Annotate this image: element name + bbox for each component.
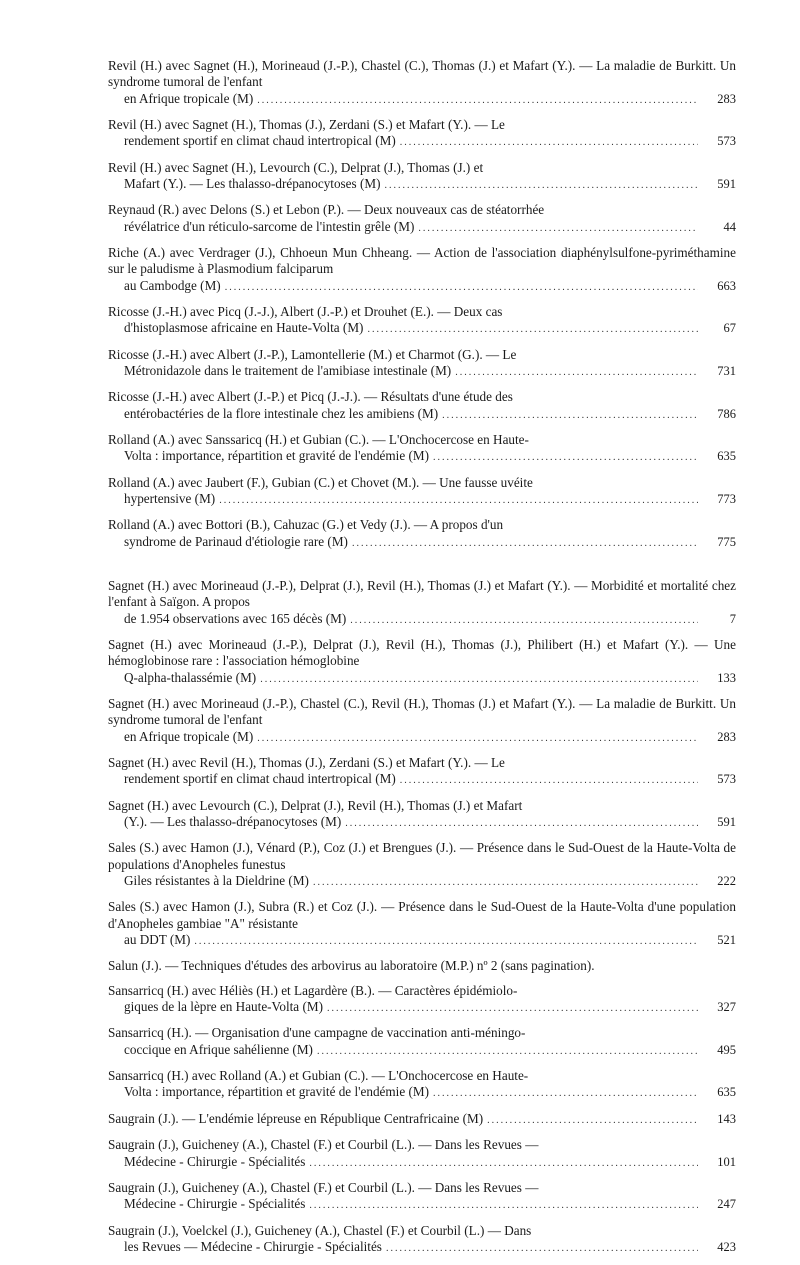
- entry-title-end: rendement sportif en climat chaud intertropical (M): [124, 133, 396, 149]
- entry-citation: Ricosse (J.-H.) avec Picq (J.-J.), Albert (J.-P.) et Drouhet (E.). — Deux cas: [108, 304, 503, 320]
- index-entry: [108, 347, 736, 382]
- page-number: 775: [717, 534, 736, 549]
- page-number: 773: [717, 492, 736, 507]
- page-number: 423: [717, 1239, 736, 1254]
- leader-dots: [313, 875, 698, 891]
- entry-last-line: [108, 363, 736, 381]
- entry-citation: Sagnet (H.) avec Levourch (C.), Delprat (J.), Revil (H.), Thomas (J.) et Mafart: [108, 797, 523, 813]
- page-number: 327: [717, 1000, 736, 1015]
- leader-dots: [400, 773, 698, 789]
- entry-title-end: giques de la lèpre en Haute-Volta (M): [124, 999, 323, 1015]
- index-entry: [108, 1180, 736, 1215]
- page-number: 143: [717, 1111, 736, 1126]
- entry-citation: Saugrain (J.), Voelckel (J.), Guicheney (A.), Chastel (F.) et Courbil (L.) — Dans: [108, 1222, 532, 1238]
- index-entry: [108, 117, 736, 152]
- entry-title-end: Mafart (Y.). — Les thalasso-drépanocytoses (M): [124, 175, 381, 191]
- entry-citation: Salun (J.). — Techniques d'études des arbovirus au laboratoire (M.P.) nº 2 (sans pagination).: [108, 958, 595, 974]
- entry-citation: Sagnet (H.) avec Morineaud (J.-P.), Chastel (C.), Revil (H.), Thomas (J.) et Mafart (Y.). — La maladie de Burkitt. Un syndrome tumoral de l'enfant: [108, 696, 736, 728]
- entry-citation: Rolland (A.) avec Jaubert (F.), Gubian (C.) et Chovet (M.). — Une fausse uvéite: [108, 474, 533, 490]
- entry-title-end: coccique en Afrique sahélienne (M): [124, 1041, 313, 1057]
- entry-last-line: [108, 873, 736, 891]
- entry-title-end: les Revues — Médecine - Chirurgie - Spécialités: [124, 1238, 382, 1254]
- leader-dots: [455, 365, 698, 381]
- entry-citation: Sagnet (H.) avec Morineaud (J.-P.), Delprat (J.), Revil (H.), Thomas (J.), Philibert (H.) et Mafart (Y.). — Une hémoglobinose rare : l'association hémoglobine: [108, 637, 736, 669]
- index-entry: [108, 1223, 736, 1258]
- entry-title-end: syndrome de Parinaud d'étiologie rare (M): [124, 533, 348, 549]
- page-number: 495: [717, 1042, 736, 1057]
- entry-title-end: (Y.). — Les thalasso-drépanocytoses (M): [124, 814, 342, 829]
- leader-dots: [309, 1198, 698, 1214]
- page-number: 573: [717, 134, 736, 149]
- entry-last-line: [108, 1111, 736, 1129]
- entry-title-end: Médecine - Chirurgie - Spécialités: [124, 1196, 306, 1212]
- entry-last-line: [108, 133, 736, 151]
- page-number: 591: [717, 815, 736, 829]
- entry-citation: Sales (S.) avec Hamon (J.), Subra (R.) et Coz (J.). — Présence dans le Sud-Ouest de la Haute-Volta d'une population d'Anopheles gambiae "A" résistante: [108, 899, 736, 931]
- entry-title-end: en Afrique tropicale (M): [124, 90, 254, 106]
- entry-title-end: Q-alpha-thalassémie (M): [124, 669, 257, 685]
- entry-title-end: d'histoplasmose africaine en Haute-Volta (M): [124, 320, 364, 336]
- index-entry: [108, 696, 736, 747]
- entry-citation: Sansarricq (H.) avec Rolland (A.) et Gubian (C.). — L'Onchocercose en Haute-: [108, 1068, 529, 1084]
- entry-last-line: [108, 320, 736, 338]
- page-number: 7: [729, 611, 736, 626]
- leader-dots: [219, 493, 698, 509]
- leader-dots: [225, 280, 698, 296]
- entry-citation: Riche (A.) avec Verdrager (J.), Chhoeun Mun Chheang. — Action de l'association diaphénylsulfone-pyriméthamine sur le paludisme à Plasmodium falciparum: [108, 245, 736, 277]
- entry-last-line: [108, 1154, 736, 1172]
- index-entry: [108, 202, 736, 237]
- page-number: 591: [717, 176, 736, 191]
- leader-dots: [487, 1113, 698, 1129]
- entry-title-end: Volta : importance, répartition et gravité de l'endémie (M): [124, 448, 429, 464]
- entry-last-line: [108, 932, 736, 950]
- leader-dots: [257, 93, 698, 109]
- leader-dots: [352, 536, 698, 552]
- entry-citation: Sansarricq (H.) avec Héliès (H.) et Lagardère (B.). — Caractères épidémiolo-: [108, 982, 518, 998]
- index-entry: [108, 432, 736, 467]
- index-entry: [108, 899, 736, 950]
- entry-citation: Sansarricq (H.). — Organisation d'une campagne de vaccination anti-méningo-: [108, 1025, 526, 1041]
- entry-last-line: [108, 1084, 736, 1102]
- index-entry: [108, 304, 736, 339]
- entry-title-end: rendement sportif en climat chaud intertropical (M): [124, 771, 396, 787]
- page-number: 133: [717, 670, 736, 685]
- page-number: 283: [717, 91, 736, 106]
- entry-title-end: révélatrice d'un réticulo-sarcome de l'intestin grêle (M): [124, 218, 415, 234]
- page-number: 44: [723, 219, 736, 234]
- leader-dots: [386, 1241, 698, 1257]
- leader-dots: [350, 613, 698, 629]
- index-entry: [108, 58, 736, 109]
- leader-dots: [433, 450, 698, 466]
- entry-last-line: [108, 814, 736, 832]
- page-number: 663: [717, 278, 736, 293]
- leader-dots: [400, 135, 698, 151]
- entry-last-line: [108, 448, 736, 466]
- index-entry: [108, 578, 736, 629]
- page-number: 521: [717, 932, 736, 947]
- entry-citation: Saugrain (J.), Guicheney (A.), Chastel (F.) et Courbil (L.). — Dans les Revues —: [108, 1137, 539, 1153]
- entry-last-line: [108, 1042, 736, 1060]
- entry-title-end: Métronidazole dans le traitement de l'amibiase intestinale (M): [124, 363, 452, 379]
- index-entry: [108, 517, 736, 552]
- entry-title-end: hypertensive (M): [124, 491, 216, 507]
- leader-dots: [345, 816, 698, 832]
- index-entry: [108, 475, 736, 510]
- leader-dots: [442, 408, 698, 424]
- entry-citation: Sagnet (H.) avec Morineaud (J.-P.), Delprat (J.), Revil (H.), Thomas (J.) et Mafart (Y.). — Morbidité et mortalité chez l'enfant à Saïgon. A propos: [108, 578, 736, 610]
- index-entry: [108, 1025, 736, 1060]
- leader-dots: [433, 1086, 698, 1102]
- entry-citation: Sagnet (H.) avec Revil (H.), Thomas (J.), Zerdani (S.) et Mafart (Y.). — Le: [108, 755, 505, 771]
- index-entry: [108, 637, 736, 688]
- page-number: 283: [717, 729, 736, 744]
- page-number: 635: [717, 449, 736, 464]
- entry-title-end: entérobactéries de la flore intestinale chez les amibiens (M): [124, 405, 439, 421]
- entry-last-line: [108, 729, 736, 747]
- entry-title-end: au DDT (M): [124, 931, 191, 947]
- entry-last-line: [108, 611, 736, 629]
- entry-last-line: [108, 534, 736, 552]
- entry-last-line: [108, 1196, 736, 1214]
- index-entry: [108, 983, 736, 1018]
- entry-citation: Ricosse (J.-H.) avec Albert (J.-P.), Lamontellerie (M.) et Charmot (G.). — Le: [108, 346, 517, 362]
- index-entry: [108, 798, 736, 833]
- entry-title-end: Médecine - Chirurgie - Spécialités: [124, 1153, 306, 1169]
- leader-dots: [367, 322, 698, 338]
- entry-citation: Sales (S.) avec Hamon (J.), Vénard (P.), Coz (J.) et Brengues (J.). — Présence dans le Sud-Ouest de la Haute-Volta de populations d'Anopheles funestus: [108, 840, 736, 872]
- entry-title-end: Volta : importance, répartition et gravité de l'endémie (M): [124, 1084, 429, 1100]
- page-number: 247: [717, 1197, 736, 1212]
- entry-title-end: en Afrique tropicale (M): [124, 728, 254, 744]
- entry-citation: Saugrain (J.), Guicheney (A.), Chastel (F.) et Courbil (L.). — Dans les Revues —: [108, 1179, 539, 1195]
- entry-citation: Rolland (A.) avec Sanssaricq (H.) et Gubian (C.). — L'Onchocercose en Haute-: [108, 432, 529, 448]
- entry-last-line: [108, 999, 736, 1017]
- index-entry: [108, 160, 736, 195]
- entry-citation: Revil (H.) avec Sagnet (H.), Levourch (C.), Delprat (J.), Thomas (J.) et: [108, 159, 484, 175]
- entry-last-line: [108, 771, 736, 789]
- entry-title-end: Saugrain (J.). — L'endémie lépreuse en République Centrafricaine (M): [108, 1110, 484, 1126]
- leader-dots: [257, 731, 698, 747]
- index-entry: [108, 840, 736, 891]
- index-entry: [108, 1068, 736, 1103]
- entry-title-end: Giles résistantes à la Dieldrine (M): [124, 872, 309, 888]
- entry-last-line: [108, 91, 736, 109]
- index-entry: [108, 958, 736, 974]
- page-number: 573: [717, 772, 736, 787]
- leader-dots: [194, 934, 698, 950]
- page-number: 731: [717, 364, 736, 379]
- page-number: 635: [717, 1085, 736, 1100]
- leader-dots: [317, 1044, 698, 1060]
- entry-citation: Revil (H.) avec Sagnet (H.), Morineaud (J.-P.), Chastel (C.), Thomas (J.) et Mafart (Y.). — La maladie de Burkitt. Un syndrome tumoral de l'enfant: [108, 58, 736, 90]
- entry-last-line: [108, 406, 736, 424]
- entry-title-end: au Cambodge (M): [124, 277, 221, 293]
- index-entry: [108, 245, 736, 296]
- entry-last-line: [108, 219, 736, 237]
- entry-last-line: [108, 176, 736, 194]
- entry-last-line: [108, 670, 736, 688]
- entry-citation: Ricosse (J.-H.) avec Albert (J.-P.) et Picq (J.-J.). — Résultats d'une étude des: [108, 389, 513, 405]
- page-number: 222: [717, 873, 736, 888]
- entry-citation: Rolland (A.) avec Bottori (B.), Cahuzac (G.) et Vedy (J.). — A propos d'un: [108, 517, 504, 533]
- entry-citation: Revil (H.) avec Sagnet (H.), Thomas (J.), Zerdani (S.) et Mafart (Y.). — Le: [108, 116, 505, 132]
- entry-last-line: [108, 1239, 736, 1257]
- entry-last-line: [108, 491, 736, 509]
- page-number: 101: [717, 1154, 736, 1169]
- leader-dots: [384, 178, 698, 194]
- leader-dots: [327, 1001, 698, 1017]
- entry-last-line: [108, 278, 736, 296]
- author-index-list: [108, 58, 736, 1265]
- entry-title-end: de 1.954 observations avec 165 décès (M): [124, 610, 347, 626]
- page-number: 67: [723, 321, 736, 336]
- leader-dots: [309, 1156, 698, 1172]
- leader-dots: [418, 221, 698, 237]
- index-entry: [108, 389, 736, 424]
- index-entry: [108, 1137, 736, 1172]
- page-number: 786: [717, 406, 736, 421]
- entry-citation: Reynaud (R.) avec Delons (S.) et Lebon (P.). — Deux nouveaux cas de stéatorrhée: [108, 202, 545, 218]
- leader-dots: [260, 672, 698, 688]
- index-entry: [108, 1111, 736, 1129]
- index-entry: [108, 755, 736, 790]
